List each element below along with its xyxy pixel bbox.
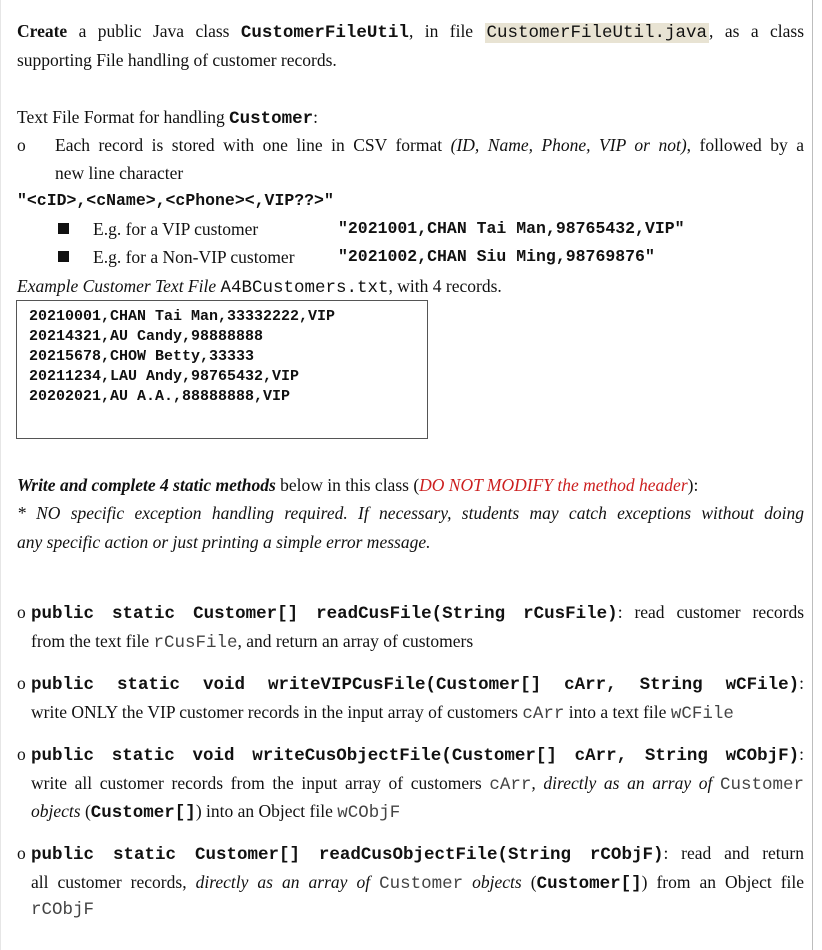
method-3-desc-italic: , directly as an array of <box>531 773 713 793</box>
task-note-b: If necessary, students may catch exceptions without doing <box>358 503 805 523</box>
method-3-type: Customer <box>720 775 805 795</box>
method-1-desc-line-2 <box>31 630 473 654</box>
record-line: 20211234,LAU Andy,98765432,VIP <box>29 368 300 385</box>
create-word: Create <box>17 21 68 41</box>
method-4-desc-a: all customer records, <box>31 872 187 892</box>
intro-text-c: , as a class <box>709 21 805 41</box>
task-heading-text: below in this class ( <box>280 475 420 495</box>
format-bullet-line-2: new line character <box>55 163 184 183</box>
format-heading <box>17 106 318 130</box>
method-3-desc-line-3 <box>31 800 400 824</box>
method-3-objects: objects <box>31 801 81 821</box>
method-1-desc-b: , and return an array of customers <box>237 631 474 651</box>
record-line: 20210001,CHAN Tai Man,33332222,VIP <box>29 308 336 325</box>
format-heading-code: Customer <box>229 109 314 129</box>
file-name-highlight: CustomerFileUtil.java <box>486 23 708 43</box>
method-2-signature: public static void writeVIPCusFile(Customer[] cArr, String wCFile) <box>31 675 800 695</box>
example-records-box <box>16 300 428 439</box>
method-2-desc-line-2 <box>31 701 734 725</box>
eg-nonvip-label: E.g. for a Non-VIP customer <box>93 247 295 267</box>
square-bullet-icon <box>58 251 69 262</box>
method-3-param-1: cArr <box>489 775 532 795</box>
method-2-desc-b: into a text file <box>568 702 667 722</box>
method-2-desc-tail: : <box>799 673 804 693</box>
square-bullet-icon <box>58 223 69 234</box>
record-line: 20202021,AU A.A.,88888888,VIP <box>29 388 291 405</box>
task-note-line-2: any specific action or just printing a simple error message. <box>17 532 431 552</box>
method-1-signature: public static Customer[] readCusFile(String rCusFile) <box>31 604 618 624</box>
method-3-desc-b: ) into an Object file <box>195 801 333 821</box>
format-bullet-text-a: Each record is stored with one line in CSV format <box>55 135 443 155</box>
method-4-objects: objects <box>472 872 522 892</box>
eg-vip-value: "2021001,CHAN Tai Man,98765432,VIP" <box>338 219 685 238</box>
method-3-signature: public static void writeCusObjectFile(Customer[] cArr, String wCObjF) <box>31 746 800 766</box>
task-heading-bold: Write and complete 4 static methods <box>17 475 276 495</box>
method-1-signature-line <box>31 601 804 625</box>
format-heading-text: Text File Format for handling <box>17 107 225 127</box>
task-heading-close: ): <box>687 475 699 495</box>
task-heading <box>17 474 698 496</box>
method-4-param: rCObjF <box>31 900 95 920</box>
method-2-signature-line <box>31 672 804 696</box>
method-3-desc-tail: : <box>799 744 804 764</box>
task-note-line-1 <box>17 502 804 524</box>
eg-nonvip-value: "2021002,CHAN Siu Ming,98769876" <box>338 247 655 266</box>
format-bullet-line-1 <box>55 134 804 156</box>
format-bullet-symbol: o <box>17 135 26 155</box>
format-heading-colon: : <box>313 107 319 127</box>
intro-text-b: , in file <box>408 21 474 41</box>
format-bullet-italic: (ID, Name, Phone, VIP or not) <box>450 135 687 155</box>
task-note-a: * NO specific exception handling required. <box>17 503 348 523</box>
example-file-name: A4BCustomers.txt <box>220 278 389 298</box>
example-caption-italic: Example Customer Text File <box>17 276 217 296</box>
record-pattern: "<cID>,<cName>,<cPhone><,VIP??>" <box>17 191 334 210</box>
method-3-desc-line-2 <box>31 772 804 796</box>
example-caption <box>17 275 502 299</box>
format-bullet-text-c: , followed by a <box>686 135 804 155</box>
method-4-signature: public static Customer[] readCusObjectFile(String rCObjF) <box>31 845 664 865</box>
method-4-desc-tail: : read and return <box>663 843 804 863</box>
method-4-open: ( <box>530 872 537 892</box>
class-name: CustomerFileUtil <box>240 23 409 43</box>
method-3-open: ( <box>84 801 91 821</box>
method-2-param-2: wCFile <box>670 704 734 724</box>
intro-text-a: a public Java class <box>78 21 230 41</box>
method-bullet: o <box>17 673 26 693</box>
method-2-desc-a: write ONLY the VIP customer records in the input array of customers <box>31 702 518 722</box>
eg-vip-label: E.g. for a VIP customer <box>93 219 259 239</box>
method-1-param: rCusFile <box>153 633 238 653</box>
example-caption-tail: , with 4 records. <box>388 276 502 296</box>
method-4-desc-line-2 <box>31 871 804 895</box>
method-1-desc-tail: : read customer records <box>617 602 805 622</box>
method-bullet: o <box>17 843 26 863</box>
method-4-type: Customer <box>379 874 464 894</box>
method-bullet: o <box>17 602 26 622</box>
method-4-desc-b: ) from an Object file <box>641 872 805 892</box>
method-2-param-1: cArr <box>522 704 565 724</box>
record-line: 20214321,AU Candy,98888888 <box>29 328 264 345</box>
method-bullet: o <box>17 744 26 764</box>
method-1-desc-a: from the text file <box>31 631 150 651</box>
method-3-param-2: wCObjF <box>337 803 401 823</box>
method-4-desc-italic: directly as an array of <box>195 872 371 892</box>
method-3-desc-a: write all customer records from the input array of customers <box>31 773 482 793</box>
record-line: 20215678,CHOW Betty,33333 <box>29 348 255 365</box>
intro-line-1 <box>17 20 804 44</box>
do-not-modify-warning: DO NOT MODIFY the method header <box>419 475 688 495</box>
intro-line-2: supporting File handling of customer records. <box>17 50 337 70</box>
method-3-signature-line <box>31 743 804 767</box>
method-3-array-type: Customer[] <box>90 803 196 823</box>
method-4-array-type: Customer[] <box>536 874 642 894</box>
method-4-signature-line <box>31 842 804 866</box>
